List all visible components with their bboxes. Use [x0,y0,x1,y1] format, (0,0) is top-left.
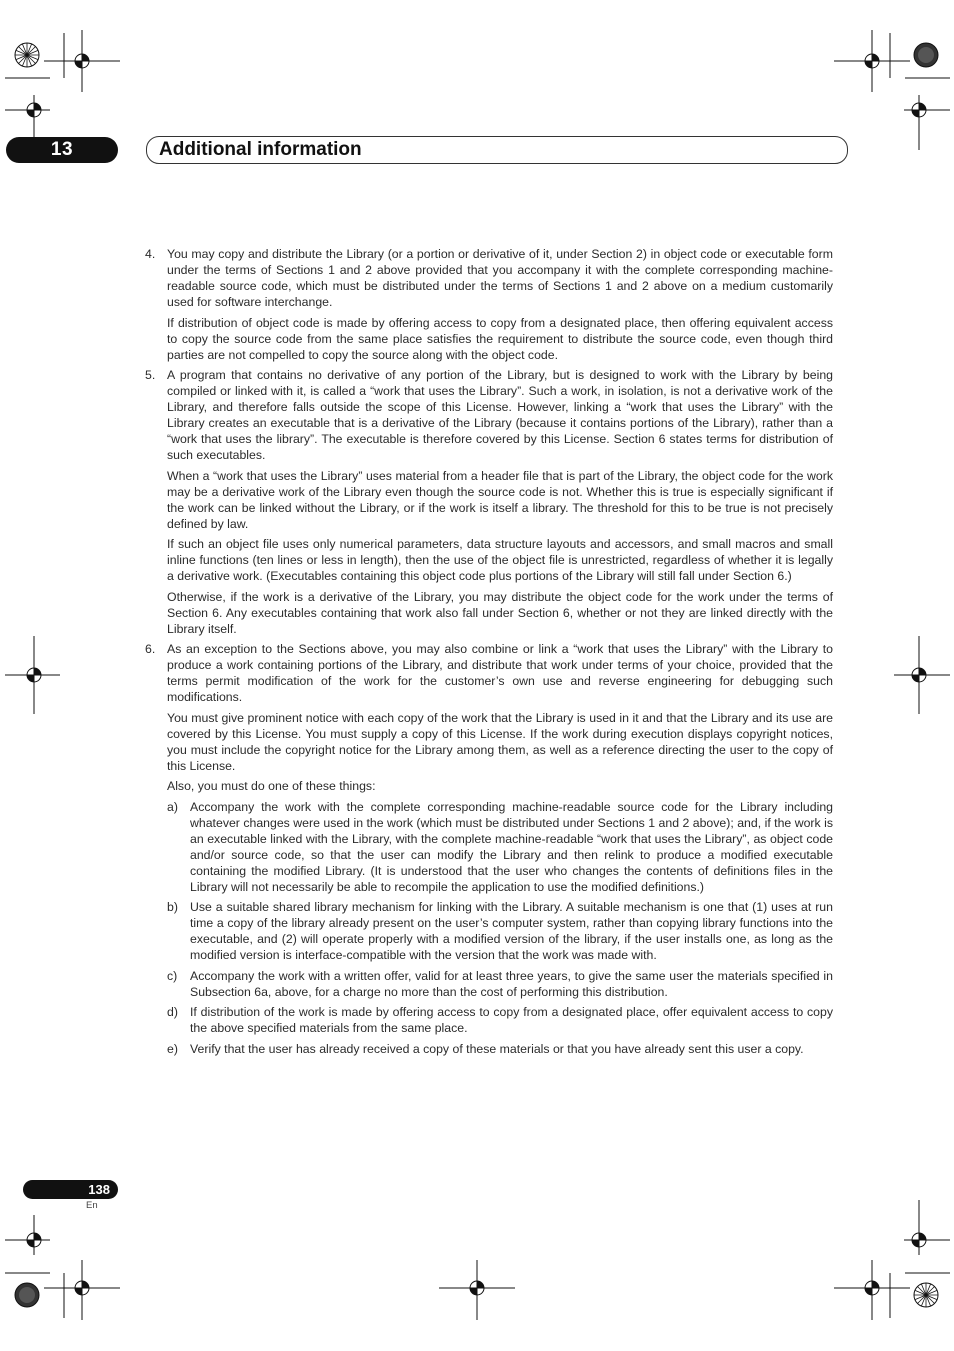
sub-item-label: b) [167,900,178,914]
list-item-5 [145,367,833,641]
sub-item-text: Use a suitable shared library mechanism for linking with the Library. A suitable mechanism is one that (1) uses at run time a copy of the library already present on the user’s computer system, rather than copying library functions into the executable, and (2) will operate properly with a modified version of the library, if the user installs one, as long as the modified version is interface-compatible with the version that the work was made with. [190,900,833,962]
item-number: 6. [145,642,156,656]
paragraph: A program that contains no derivative of any portion of the Library, but is designed to work with the Library by being compiled or linked with it, is called a “work that uses the Library”. Such a work, in isolation, is not a derivative work of the Library, and therefore falls outside the scope of this License. However, linking a “work that uses the Library” with the Library creates an executable that is a derivative of the Library (because it contains portions of the Library), rather than a “work that uses the library”. The executable is therefore covered by this License. Section 6 states terms for distribution of such executables. [167,368,833,462]
sub-item-b [167,899,833,968]
paragraph: Also, you must do one of these things: [167,779,376,793]
sub-item-label: e) [167,1041,178,1056]
starburst-mark-top-left [15,43,39,67]
chapter-title: Additional information [159,139,362,160]
sub-item-label: a) [167,799,178,814]
chapter-title-bar [146,136,848,164]
sub-item-c [167,968,833,1005]
page-number-tab [23,1180,118,1199]
sub-item-text: If distribution of the work is made by offering access to copy from a designated place, offer equivalent access to copy the above specified materials from the same place. [190,1005,833,1035]
item-number: 4. [145,247,156,261]
sub-item-a [167,799,833,900]
list-item-4 [145,246,833,367]
item-number: 5. [145,368,156,382]
paragraph: As an exception to the Sections above, you may also combine or link a “work that uses the Library” with the Library to produce a work containing portions of the Library, and distribute that work under terms of your choice, provided that the terms permit modification of the work for the customer’s own use and reverse engineering for debugging such modifications. [167,642,833,704]
paragraph: When a “work that uses the Library” uses material from a header file that is part of the Library, the object code for the work may be a derivative work of the Library even though the source code is not. Whether this is true is especially significant if the work can be linked without the Library, or if the work is itself a library. The threshold for this to be true is not precisely defined by law. [167,468,833,531]
disc-mark-top-right [914,43,938,67]
paragraph: You may copy and distribute the Library (or a portion or derivative of it, under Section 2) in object code or executable form under the terms of Sections 1 and 2 above provided that you accompany it with the complete corresponding machine-readable source code, which must be distributed under the terms of Sections 1 and 2 above on a medium customarily used for software interchange. [167,247,833,309]
list-item-6 [145,641,833,799]
sub-item-label: d) [167,1005,178,1019]
language-code: En [86,1200,98,1211]
sub-item-e [167,1041,833,1062]
sub-item-text: Accompany the work with the complete corresponding machine-readable source code for the Library including whatever changes were used in the work (which must be distributed under Sections 1 and 2 above); and, if the work is an executable linked with the Library, with the complete machine-readable “work that uses the Library”, as object code and/or source code, so that the user can modify the Library and then relink to produce a modified executable containing the modified Library. (It is understood that the user who changes the contents of definitions files in the Library will not necessarily be able to recompile the application to use the modified definitions.) [190,799,833,894]
page-number: 138 [88,1182,110,1197]
chapter-number-tab [6,137,118,163]
paragraph: If such an object file uses only numerical parameters, data structure layouts and accessors, and small macros and small inline functions (ten lines or less in length), then the use of the object file is unrestricted, regardless of whether it is legally a derivative work. (Executables containing this object code plus portions of the Library will still fall under Section 6.) [167,537,833,583]
chapter-number: 13 [50,139,74,160]
sub-item-text: Accompany the work with a written offer, valid for at least three years, to give the same user the materials specified in Subsection 6a, above, for a charge no more than the cost of performing this distribution. [190,968,833,999]
starburst-mark-bottom-right [914,1283,938,1307]
paragraph: You must give prominent notice with each copy of the work that the Library is used in it and that the Library and its use are covered by this License. You must supply a copy of this License. If the work during execution displays copyright notices, you must include the copyright notice for the Library among them, as well as a reference directing the user to the copy of this License. [167,710,833,773]
disc-mark-bottom-left [15,1283,39,1307]
sub-item-label: c) [167,968,178,983]
paragraph: If distribution of object code is made by offering access to copy from a designated place, then offering equivalent access to copy the source code from the same place satisfies the requirement to distribute the source code, even though third parties are not compelled to copy the source along with the object code. [167,315,833,362]
sub-item-text: Verify that the user has already received a copy of these materials or that you have already sent this user a copy. [190,1041,804,1056]
paragraph: Otherwise, if the work is a derivative of the Library, you may distribute the object code for the work under the terms of Section 6. Any executables containing that work also fall under Section 6, whether or not they are linked directly with the Library itself. [167,589,833,636]
license-text [145,246,833,1061]
sub-item-d [167,1004,833,1041]
